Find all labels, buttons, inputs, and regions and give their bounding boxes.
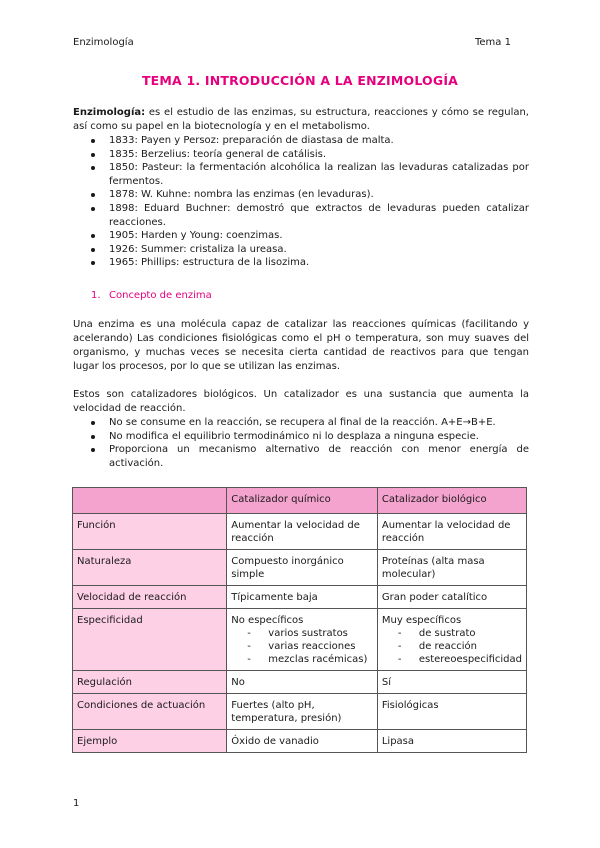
dash-item: - estereoespecificidad xyxy=(382,653,522,666)
table-header-cell xyxy=(73,488,227,514)
table-cell: Típicamente baja xyxy=(227,586,378,609)
catalyst-point: No se consume en la reacción, se recupera al final de la reacción. A+E→B+E. xyxy=(73,416,529,430)
row-label: Especificidad xyxy=(73,609,227,671)
running-header-right: Tema 1 xyxy=(475,37,511,48)
history-item: 1898: Eduard Buchner: demostró que extractos de levaduras pueden catalizar reacciones. xyxy=(73,202,529,229)
catalyst-list xyxy=(73,416,529,470)
table-cell: Gran poder catalítico xyxy=(377,586,526,609)
table-row xyxy=(73,730,527,753)
table-cell: Lipasa xyxy=(377,730,526,753)
table-cell: Sí xyxy=(377,671,526,694)
row-label: Velocidad de reacción xyxy=(73,586,227,609)
table-cell: No xyxy=(227,671,378,694)
dash-item: - varias reacciones xyxy=(231,640,373,653)
history-item: 1965: Phillips: estructura de la lisozima. xyxy=(73,256,529,270)
table-header-row xyxy=(73,488,527,514)
table-cell xyxy=(377,609,526,671)
table-cell: Óxido de vanadio xyxy=(227,730,378,753)
intro-text: es el estudio de las enzimas, su estructura, reacciones y cómo se regulan, así como su papel en la biotecnología y en el metabolismo. xyxy=(73,107,529,132)
dash-item: - mezclas racémicas) xyxy=(231,653,373,666)
section-heading xyxy=(91,290,212,301)
dash-list xyxy=(382,627,522,666)
running-header-left: Enzimología xyxy=(73,37,134,48)
table-cell: Compuesto inorgánico simple xyxy=(227,550,378,586)
catalyst-point: Proporciona un mecanismo alternativo de reacción con menor energía de activación. xyxy=(73,443,529,470)
catalyst-paragraph: Estos son catalizadores biológicos. Un catalizador es una sustancia que aumenta la velocidad de reacción. xyxy=(73,389,529,414)
table-cell: Proteínas (alta masa molecular) xyxy=(377,550,526,586)
section-title: Concepto de enzima xyxy=(109,290,212,301)
history-item: 1905: Harden y Young: coenzimas. xyxy=(73,229,529,243)
dash-item: - varios sustratos xyxy=(231,627,373,640)
history-item: 1926: Summer: cristaliza la ureasa. xyxy=(73,243,529,257)
dash-list xyxy=(231,627,373,666)
row-label: Naturaleza xyxy=(73,550,227,586)
history-item: 1850: Pasteur: la fermentación alcohólica la realizan las levaduras catalizadas por fermentos. xyxy=(73,161,529,188)
table-row xyxy=(73,586,527,609)
page-title: TEMA 1. INTRODUCCIÓN A LA ENZIMOLOGÍA xyxy=(141,73,459,88)
row-label: Función xyxy=(73,514,227,550)
intro-block xyxy=(73,106,529,270)
catalyst-block xyxy=(73,388,529,470)
intro-term: Enzimología: xyxy=(73,107,146,118)
table-cell: Aumentar la velocidad de reacción xyxy=(377,514,526,550)
table-cell: Aumentar la velocidad de reacción xyxy=(227,514,378,550)
intro-paragraph xyxy=(73,106,529,134)
dash-item: - de sustrato xyxy=(382,627,522,640)
table-row xyxy=(73,550,527,586)
history-list xyxy=(73,134,529,270)
table-cell: Fuertes (alto pH, temperatura, presión) xyxy=(227,694,378,730)
table-header-cell: Catalizador químico xyxy=(227,488,378,514)
catalyst-point: No modifica el equilibrio termodinámico ni lo desplaza a ninguna especie. xyxy=(73,430,529,444)
row-label: Condiciones de actuación xyxy=(73,694,227,730)
table-header-cell: Catalizador biológico xyxy=(377,488,526,514)
table-row xyxy=(73,694,527,730)
cell-title: No específicos xyxy=(231,615,304,626)
page-number: 1 xyxy=(73,798,80,809)
table-cell xyxy=(227,609,378,671)
table-row xyxy=(73,609,527,671)
row-label: Regulación xyxy=(73,671,227,694)
dash-item: - de reacción xyxy=(382,640,522,653)
enzyme-definition-paragraph: Una enzima es una molécula capaz de catalizar las reacciones químicas (facilitando y acelerando) Las condiciones fisiológicas como el pH o temperatura, son muy suaves del organismo, y muchas veces se necesita cierta cantidad de reactivos para que tengan lugar los procesos, por lo que se utilizan las enzimas. xyxy=(73,319,529,372)
section-number: 1. xyxy=(91,290,101,301)
table-row xyxy=(73,514,527,550)
table-cell: Fisiológicas xyxy=(377,694,526,730)
table-row xyxy=(73,671,527,694)
history-item: 1878: W. Kuhne: nombra las enzimas (en levaduras). xyxy=(73,188,529,202)
history-item: 1835: Berzelius: teoría general de catálisis. xyxy=(73,148,529,162)
comparison-table xyxy=(72,487,527,753)
cell-title: Muy específicos xyxy=(381,615,462,626)
row-label: Ejemplo xyxy=(73,730,227,753)
history-item: 1833: Payen y Persoz: preparación de diastasa de malta. xyxy=(73,134,529,148)
